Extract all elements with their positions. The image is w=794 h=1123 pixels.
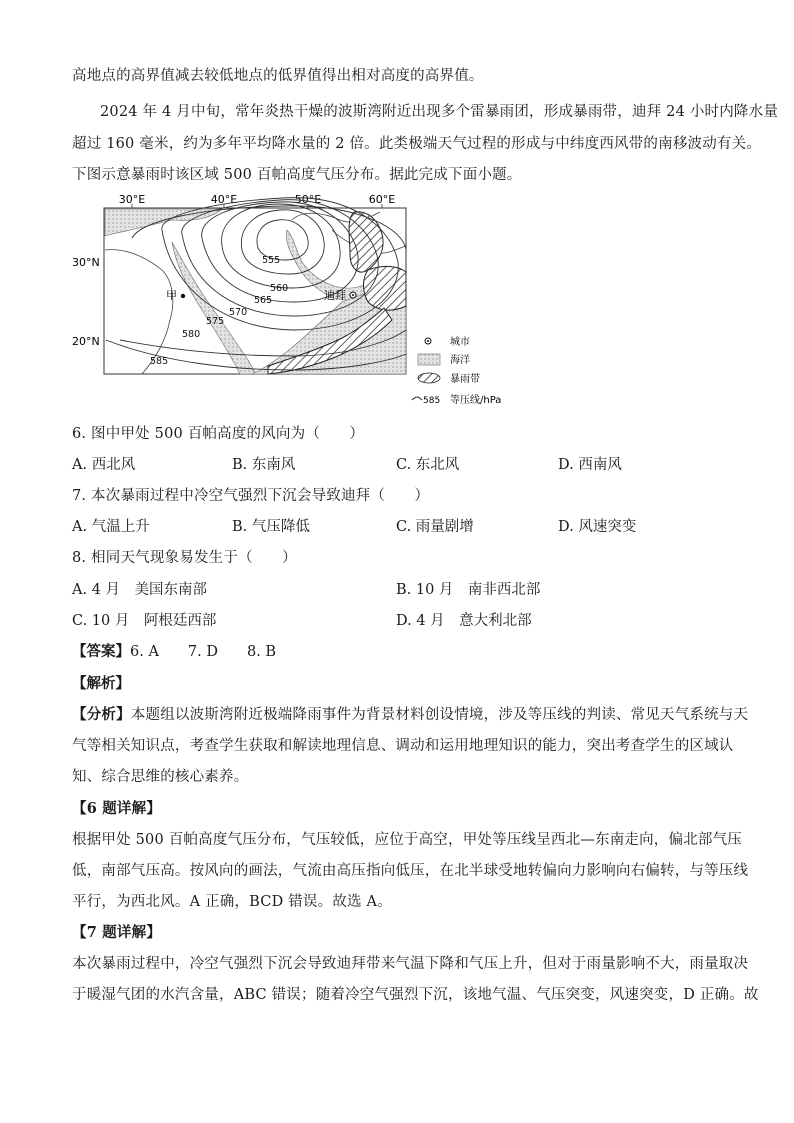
q6-option-d: D. 西南风 bbox=[558, 457, 622, 473]
detail-6-line-1: 根据甲处 500 百帕高度气压分布，气压较低，应位于高空，甲处等压线呈西北—东南走向，偏北部气压 bbox=[72, 832, 742, 848]
legend-rain: 暴雨带 bbox=[450, 374, 480, 385]
question-8-stem: 8. 相同天气现象易发生于（ ） bbox=[72, 550, 297, 566]
analysis-line-1 bbox=[72, 703, 748, 724]
legend-isobar: 等压线/hPa bbox=[450, 395, 502, 406]
q7-option-b: B. 气压降低 bbox=[232, 519, 310, 535]
analysis-text: 本题组以波斯湾附近极端降雨事件为背景材料创设情境，涉及等压线的判读、常见天气系统与天 bbox=[130, 707, 749, 723]
q8-option-a: A. 4 月 美国东南部 bbox=[72, 582, 208, 598]
detail-7-line-1: 本次暴雨过程中，冷空气强烈下沉会导致迪拜带来气温下降和气压上升，但对于雨量影响不大，雨量取决 bbox=[72, 956, 749, 972]
q6-option-a: A. 西北风 bbox=[72, 457, 136, 473]
q8-option-d: D. 4 月 意大利北部 bbox=[396, 613, 532, 629]
isobar-label: 570 bbox=[229, 307, 248, 318]
lon-label: 40°E bbox=[210, 193, 238, 206]
detail-6-line-3: 平行，为西北风。A 正确，BCD 错误。故选 A。 bbox=[72, 894, 392, 910]
detail-7-line-2: 于暖湿气团的水汽含量，ABC 错误；随着冷空气强烈下沉，该地气温、气压突变，风速突变，D 正确。故 bbox=[72, 987, 759, 1003]
rain-legend-icon bbox=[418, 373, 440, 383]
answer-text: 6. A 7. D 8. B bbox=[130, 644, 277, 660]
analysis-line-2: 气等相关知识点，考查学生获取和解读地理信息、调动和运用地理知识的能力，突出考查学生的区域认 bbox=[72, 738, 734, 754]
question-7-stem: 7. 本次暴雨过程中冷空气强烈下沉会导致迪拜（ ） bbox=[72, 488, 430, 504]
material-line-3: 下图示意暴雨时该区域 500 百帕高度气压分布。据此完成下面小题。 bbox=[72, 167, 522, 183]
material-line-2: 超过 160 毫米，约为多年平均降水量的 2 倍。此类极端天气过程的形成与中纬度西风带的南移波动有关。 bbox=[72, 136, 762, 152]
q6-option-c: C. 东北风 bbox=[396, 457, 460, 473]
isobar-label: 585 bbox=[150, 356, 169, 367]
detail-6-heading: 【6 题详解】 bbox=[72, 800, 162, 817]
answer-label: 【答案】 bbox=[72, 643, 130, 660]
lat-label: 30°N bbox=[72, 256, 100, 269]
intro-line: 高地点的高界值减去较低地点的低界值得出相对高度的高界值。 bbox=[72, 68, 484, 84]
pressure-map-figure bbox=[72, 190, 522, 415]
place-jia: 甲 bbox=[166, 289, 177, 302]
isobar-legend-icon bbox=[412, 397, 422, 400]
lon-label: 60°E bbox=[368, 193, 396, 206]
legend-city: 城市 bbox=[450, 337, 470, 348]
place-dubai: 迪拜 bbox=[324, 289, 346, 302]
lon-label: 30°E bbox=[118, 193, 146, 206]
detail-7-heading: 【7 题详解】 bbox=[72, 924, 162, 941]
material-line-1: 2024 年 4 月中旬，常年炎热干燥的波斯湾附近出现多个雷暴雨团，形成暴雨带，迪拜 24 小时内降水量 bbox=[100, 104, 779, 120]
isobar-label: 565 bbox=[254, 295, 273, 306]
pressure-map bbox=[72, 190, 522, 415]
detail-6-line-2: 低，南部气压高。按风向的画法，气流由高压指向低压，在北半球受地转偏向力影响向右偏转，与等压线 bbox=[72, 863, 749, 879]
q7-option-a: A. 气温上升 bbox=[72, 519, 150, 535]
lat-label: 20°N bbox=[72, 335, 100, 348]
answer-line bbox=[72, 640, 276, 661]
analysis-head: 【分析】 bbox=[72, 706, 131, 723]
q8-option-c: C. 10 月 阿根廷西部 bbox=[72, 613, 217, 629]
lon-label: 50°E bbox=[294, 193, 322, 206]
q7-option-c: C. 雨量剧增 bbox=[396, 519, 474, 535]
isobar-label: 560 bbox=[270, 283, 289, 294]
jia-dot bbox=[181, 294, 185, 298]
analysis-label: 【解析】 bbox=[72, 675, 130, 692]
q7-option-d: D. 风速突变 bbox=[558, 519, 637, 535]
legend-isobar-value: 585 bbox=[423, 396, 441, 406]
isobar-label: 555 bbox=[262, 255, 281, 266]
isobar-label: 575 bbox=[206, 316, 225, 327]
ocean-legend-icon bbox=[418, 354, 440, 365]
legend-ocean: 海洋 bbox=[450, 355, 470, 366]
isobar-label: 580 bbox=[182, 329, 201, 340]
analysis-line-3: 知、综合思维的核心素养。 bbox=[72, 769, 249, 785]
q6-option-b: B. 东南风 bbox=[232, 457, 296, 473]
question-6-stem: 6. 图中甲处 500 百帕高度的风向为（ ） bbox=[72, 426, 365, 442]
map-legend bbox=[412, 335, 501, 406]
q8-option-b: B. 10 月 南非西北部 bbox=[396, 582, 541, 598]
